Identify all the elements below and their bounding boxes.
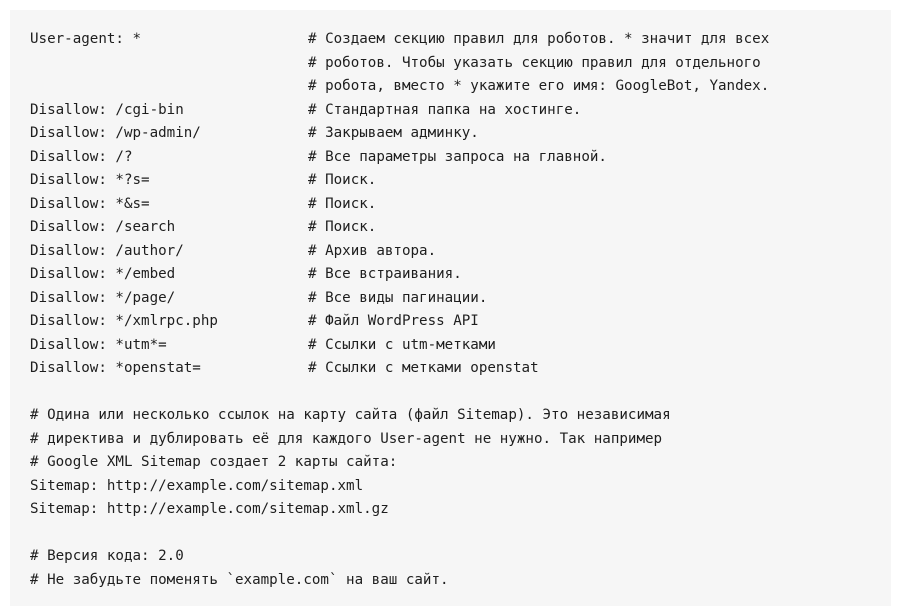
directive: Disallow: */embed xyxy=(30,266,176,282)
code-line-sitemap-comment: # Google XML Sitemap создает 2 карты сайта: xyxy=(30,454,398,470)
comment: # Создаем секцию правил для роботов. * значит для всех xyxy=(308,31,770,47)
code-line-sitemap-comment: # Одина или несколько ссылок на карту сайта (файл Sitemap). Это независимая xyxy=(30,407,671,423)
code-line-disallow xyxy=(30,122,891,146)
code-line-disallow xyxy=(30,169,891,193)
directive: User-agent: * xyxy=(30,31,142,47)
code-line-sitemap: Sitemap: http://example.com/sitemap.xml.gz xyxy=(30,501,389,517)
comment: # Архив автора. xyxy=(308,242,437,259)
comment: # Все встраивания. xyxy=(308,266,462,282)
blank-line xyxy=(30,522,891,546)
comment: # роботов. Чтобы указать секцию правил для отдельного xyxy=(308,54,761,71)
directive: Disallow: /author/ xyxy=(30,242,184,259)
directive: Disallow: */page/ xyxy=(30,289,176,306)
directive: Disallow: /wp-admin/ xyxy=(30,125,201,141)
directive: Disallow: *utm*= xyxy=(30,336,167,353)
code-line-disallow xyxy=(30,193,891,217)
comment: # Поиск. xyxy=(308,219,377,235)
code-line-comment-continuation xyxy=(30,52,891,76)
robots-txt-code-block xyxy=(10,10,891,606)
code-line-version-comment: # Версия кода: 2.0 xyxy=(30,548,184,564)
code-line-disallow xyxy=(30,334,891,358)
code-line-disallow xyxy=(30,287,891,311)
comment: # Все параметры запроса на главной. xyxy=(308,148,607,165)
code-line-disallow xyxy=(30,216,891,240)
comment: # Файл WordPress API xyxy=(308,313,479,329)
code-line-disallow xyxy=(30,263,891,287)
comment: # Поиск. xyxy=(308,195,377,212)
comment: # Стандартная папка на хостинге. xyxy=(308,101,582,118)
directive: Disallow: /search xyxy=(30,219,176,235)
code-line-user-agent xyxy=(30,28,891,52)
comment: # Ссылки с utm-метками xyxy=(308,336,496,353)
comment: # Закрываем админку. xyxy=(308,125,479,141)
directive: Disallow: *&s= xyxy=(30,195,150,212)
code-line-disallow xyxy=(30,240,891,264)
code-line-sitemap-comment: # директива и дублировать её для каждого User-agent не нужно. Так например xyxy=(30,430,663,447)
directive: Disallow: /? xyxy=(30,148,133,165)
directive: Disallow: /cgi-bin xyxy=(30,101,184,118)
blank-line xyxy=(30,381,891,405)
comment: # Все виды пагинации. xyxy=(308,289,488,306)
code-line-comment-continuation xyxy=(30,75,891,99)
code-line-disallow xyxy=(30,357,891,381)
code-line-sitemap: Sitemap: http://example.com/sitemap.xml xyxy=(30,477,364,494)
code-line-disallow xyxy=(30,146,891,170)
code-line-disallow xyxy=(30,99,891,123)
comment: # Ссылки с метками openstat xyxy=(308,360,539,376)
code-line-reminder-comment: # Не забудьте поменять `example.com` на ваш сайт. xyxy=(30,571,449,588)
code-line-disallow xyxy=(30,310,891,334)
directive: Disallow: *openstat= xyxy=(30,360,201,376)
directive: Disallow: *?s= xyxy=(30,172,150,188)
comment: # Поиск. xyxy=(308,172,377,188)
directive: Disallow: */xmlrpc.php xyxy=(30,313,218,329)
comment: # робота, вместо * укажите его имя: GoogleBot, Yandex. xyxy=(308,78,770,94)
